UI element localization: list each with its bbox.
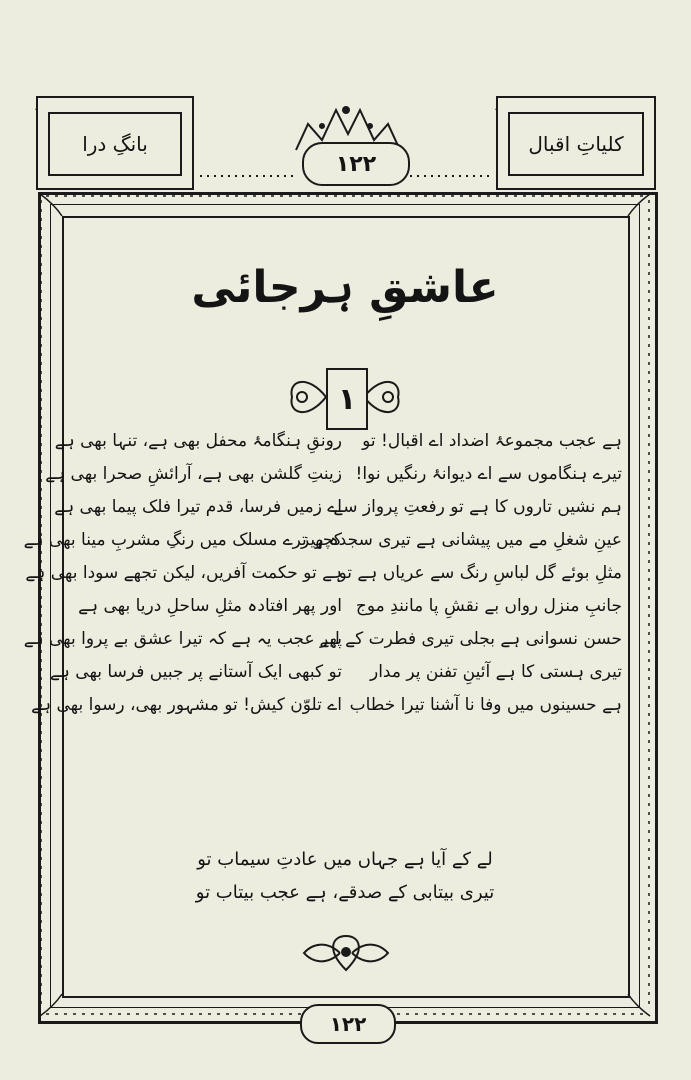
verse-line: ہے تو حکمت آفریں، لیکن تجھے سودا بھی ہے	[25, 563, 342, 583]
couplet-line: تیری بیتابی کے صدقے، ہے عجب بیتاب تو	[195, 882, 495, 903]
verse-line: ہم نشیں تاروں کا ہے تو رفعتِ پرواز سے	[333, 497, 622, 517]
book-title: کلیاتِ اقبال	[528, 132, 624, 156]
poem-title: عاشقِ ہرجائی	[191, 262, 499, 313]
verse-line: زینتِ گلشن بھی ہے، آرائشِ صحرا بھی ہے	[45, 464, 342, 484]
section-ornament-right-icon	[362, 368, 472, 426]
verse-column-left	[23, 425, 342, 722]
verse-line: پھر عجب یہ ہے کہ تیرا عشق بے پروا بھی ہے	[23, 629, 342, 649]
verse-line: اور پھر افتادہ مثلِ ساحلِ دریا بھی ہے	[78, 596, 342, 616]
verse-column-right	[300, 425, 622, 722]
verse-line: کچھ ترے مسلک میں رنگِ مشربِ مینا بھی ہے	[23, 530, 342, 550]
page-number-bottom: ۱۲۲	[300, 1004, 396, 1044]
closing-flourish-icon	[300, 930, 392, 976]
couplet-line: لے کے آیا ہے جہاں میں عادتِ سیماب تو	[197, 849, 493, 870]
verse-line: تیری ہستی کا ہے آئینِ تفنن پر مدار	[370, 662, 622, 682]
verse-line: جانبِ منزل رواں بے نقشِ پا مانندِ موج	[355, 596, 622, 616]
verse-line: اے تلوّن کیش! تو مشہور بھی، رسوا بھی ہے	[31, 695, 342, 715]
verse-line: ہے عجب مجموعۂ اضداد اے اقبال! تو	[362, 431, 622, 451]
closing-couplet	[62, 843, 628, 909]
verse-line: حسن نسوانی ہے بجلی تیری فطرت کے لیے	[319, 629, 622, 649]
verse-line: اے زمیں فرسا، قدم تیرا فلک پیما بھی ہے	[54, 497, 342, 517]
verse-line: تو کبھی ایک آستانے پر جبیں فرسا بھی ہے	[49, 662, 342, 682]
verse-line: مثلِ بوئے گل لباسِ رنگ سے عریاں ہے تو	[338, 563, 622, 583]
section-number: ۱	[326, 368, 368, 430]
book-section-title: بانگِ درا	[82, 132, 148, 156]
verse-line: ہے حسینوں میں وفا نا آشنا تیرا خطاب	[349, 695, 622, 715]
verse-line: تیرے ہنگاموں سے اے دیوانۂ رنگیں نوا!	[355, 464, 622, 484]
page-number-top: ۱۲۲	[302, 142, 410, 186]
verse-line: رونقِ ہنگامۂ محفل بھی ہے، تنہا بھی ہے	[54, 431, 342, 451]
verse-line: عینِ شغلِ مے میں پیشانی ہے تیری سجدہ ریز	[300, 530, 622, 550]
